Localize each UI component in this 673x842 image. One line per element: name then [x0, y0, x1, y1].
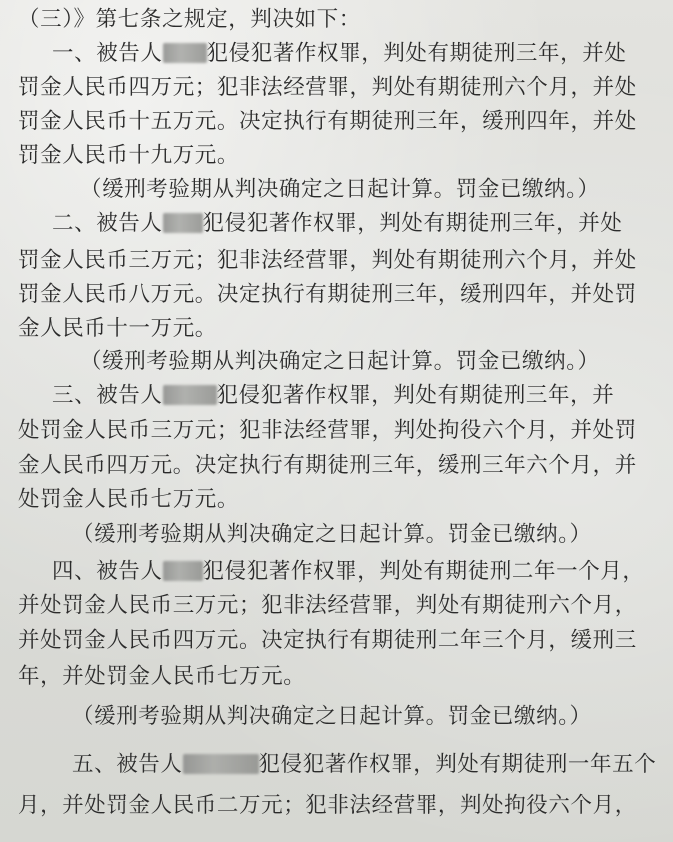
text-line [0, 278, 673, 312]
line-text: 年，并处罚金人民币七万元。 [18, 664, 306, 689]
line-text: 罚金人民币八万元。决定执行有期徒刑三年，缓刑四年，并处罚 [18, 282, 637, 307]
line-text: 三、被告人 [52, 383, 163, 408]
text-line [0, 789, 673, 823]
text-line [0, 105, 673, 139]
line-text: 罚金人民币三万元；犯非法经营罪，判处有期徒刑六个月，并处 [18, 248, 637, 273]
line-text: 金人民币十一万元。 [18, 316, 217, 341]
text-line [0, 660, 673, 694]
text-line [0, 555, 673, 589]
text-line [0, 3, 673, 37]
redacted-name [183, 754, 259, 774]
text-line [0, 71, 673, 105]
line-text: 犯侵犯著作权罪，判处有期徒刑三年，并处 [202, 211, 623, 236]
line-text: 四、被告人 [52, 559, 163, 584]
line-text: 并处罚金人民币三万元；犯非法经营罪，判处有期徒刑六个月， [18, 593, 637, 618]
text-line [0, 173, 673, 207]
line-text: 处罚金人民币七万元。 [18, 487, 240, 512]
text-line [0, 345, 673, 379]
text-line [0, 700, 673, 734]
line-text: 罚金人民币四万元；犯非法经营罪，判处有期徒刑六个月，并处 [18, 75, 637, 100]
text-line [0, 589, 673, 623]
redacted-name [163, 385, 217, 405]
text-line [0, 414, 673, 448]
redacted-name [163, 561, 203, 581]
line-text: 犯侵犯著作权罪，判处有期徒刑二年一个月， [202, 559, 645, 584]
line-text: 处罚金人民币三万元；犯非法经营罪，判处拘役六个月，并处罚 [18, 418, 637, 443]
line-text: 五、被告人 [72, 752, 183, 777]
line-text: 罚金人民币十九万元。 [18, 143, 240, 168]
line-text: 犯侵犯著作权罪，判处有期徒刑三年，并处 [206, 41, 627, 66]
line-text: （缓刑考验期从判决确定之日起计算。罚金已缴纳。） [72, 704, 592, 729]
text-line [0, 483, 673, 517]
line-text: 一、被告人 [52, 41, 163, 66]
text-line [0, 748, 673, 782]
text-line [0, 37, 673, 71]
text-line [0, 207, 673, 241]
line-text: 月，并处罚金人民币二万元；犯非法经营罪，判处拘役六个月， [18, 793, 637, 818]
text-line [0, 379, 673, 413]
redacted-name [163, 213, 203, 233]
text-line [0, 449, 673, 483]
line-text: （缓刑考验期从判决确定之日起计算。罚金已缴纳。） [80, 177, 600, 202]
line-text: （缓刑考验期从判决确定之日起计算。罚金已缴纳。） [80, 349, 600, 374]
text-line [0, 518, 673, 552]
redacted-name [163, 43, 207, 63]
line-text: 罚金人民币十五万元。决定执行有期徒刑三年，缓刑四年，并处 [18, 109, 637, 134]
line-text: （缓刑考验期从判决确定之日起计算。罚金已缴纳。） [72, 522, 592, 547]
line-text: 并处罚金人民币四万元。决定执行有期徒刑二年三个月，缓刑三 [18, 628, 637, 653]
line-text: 犯侵犯著作权罪，判处有期徒刑三年，并 [216, 383, 615, 408]
line-text: 犯侵犯著作权罪，判处有期徒刑一年五个 [258, 752, 657, 777]
text-line [0, 244, 673, 278]
text-line [0, 312, 673, 346]
text-line [0, 139, 673, 173]
text-line [0, 624, 673, 658]
line-text: 金人民币四万元。决定执行有期徒刑三年，缓刑三年六个月，并 [18, 453, 637, 478]
line-text: 二、被告人 [52, 211, 163, 236]
line-text: （三）》第七条之规定，判决如下： [18, 7, 361, 32]
